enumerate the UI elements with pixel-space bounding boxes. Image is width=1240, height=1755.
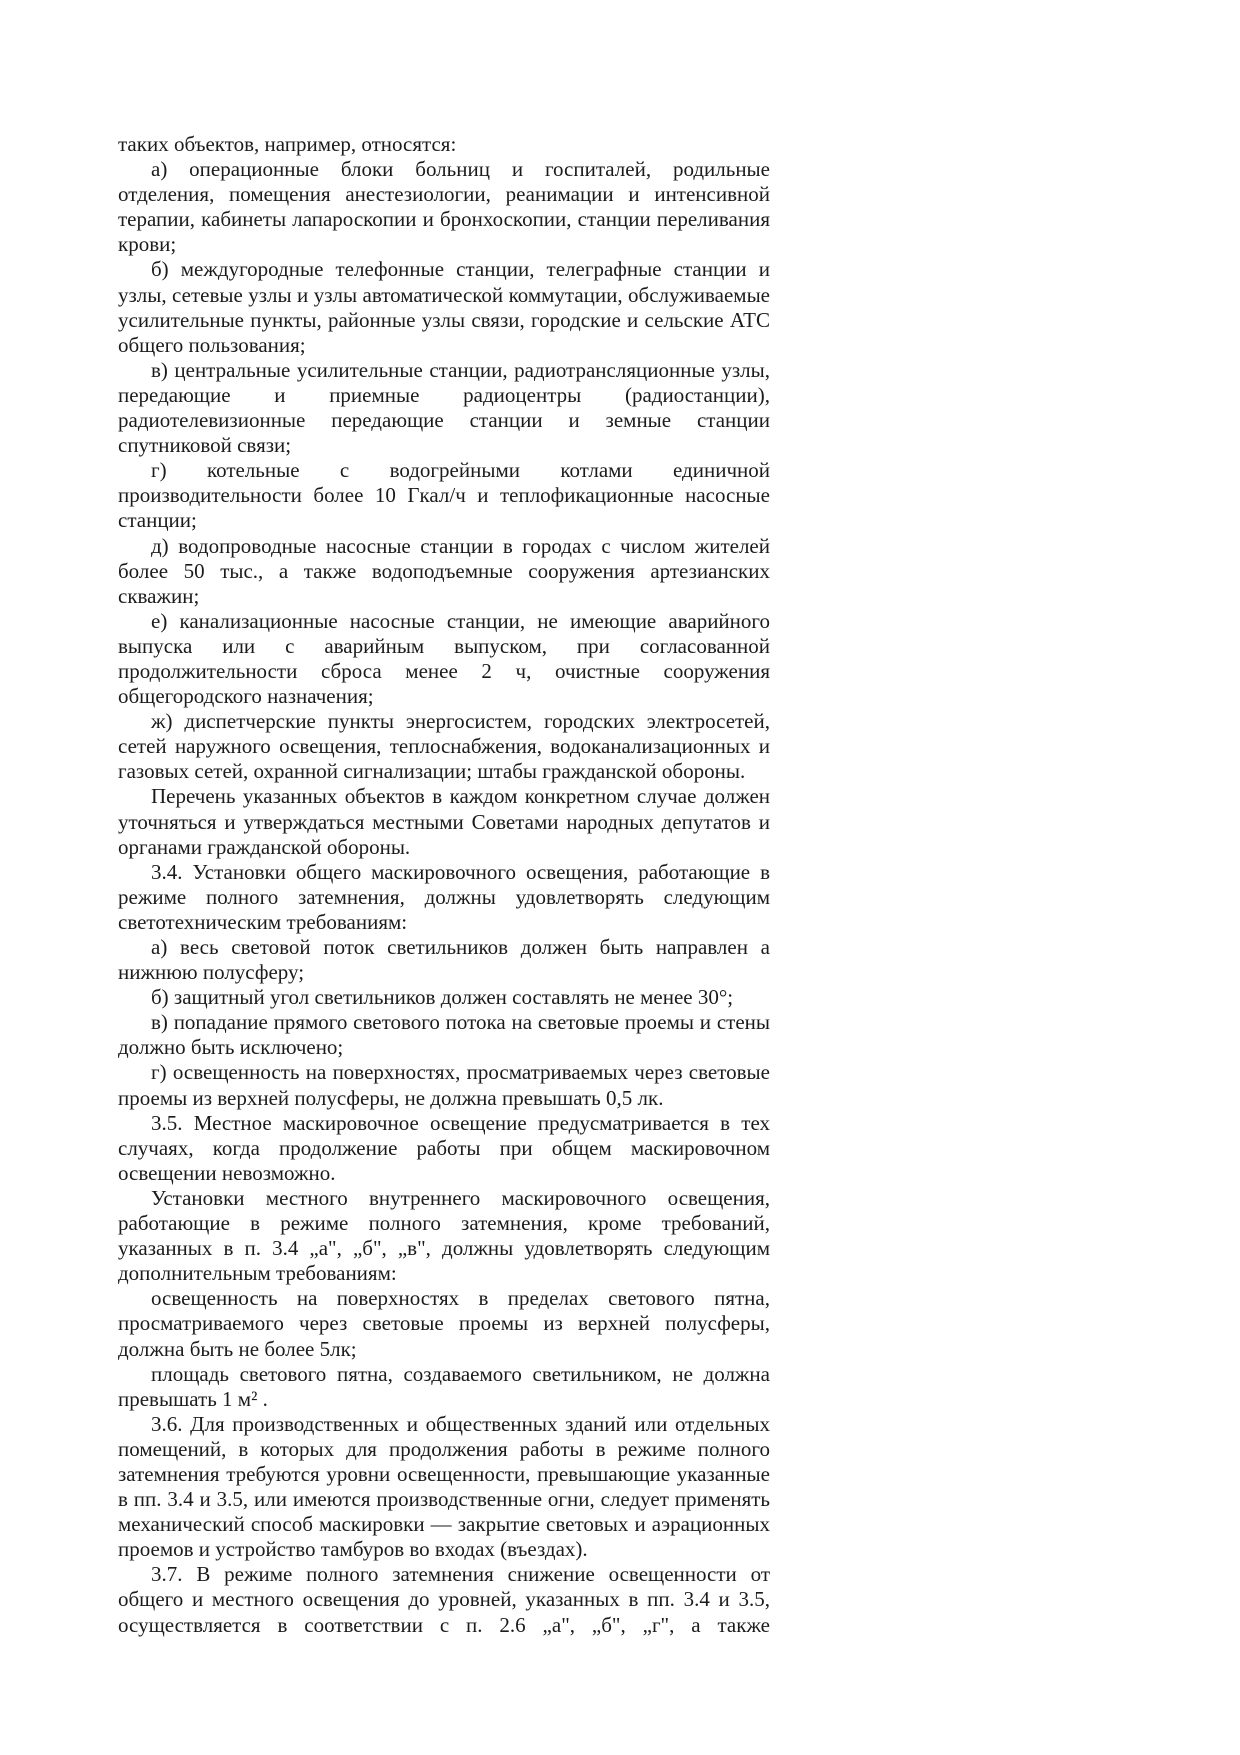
paragraph: е) канализационные насосные станции, не имеющие аварийного выпуска или с аварийным выпуском, при согласованной продолжительности сброса менее 2 ч, очистные сооружения общегородского назначения; bbox=[118, 608, 770, 709]
paragraph: в) попадание прямого светового потока на световые проемы и стены должно быть исключено; bbox=[118, 1010, 770, 1060]
paragraph: освещенность на поверхностях в пределах светового пятна, просматриваемого через световые проемы из верхней полусферы, должна быть не более 5лк; bbox=[118, 1286, 770, 1361]
paragraph: ж) диспетчерские пункты энергосистем, городских электросетей, сетей наружного освещения, теплоснабжения, водоканализационных и газовых сетей, охранной сигнализации; штабы гражданской обороны. bbox=[118, 709, 770, 784]
paragraph: площадь светового пятна, создаваемого светильником, не должна превышать 1 м² . bbox=[118, 1361, 770, 1411]
paragraph: 3.4. Установки общего маскировочного освещения, работающие в режиме полного затемнения, должны удовлетворять следующим светотехническим требованиям: bbox=[118, 859, 770, 934]
paragraph: в) центральные усилительные станции, радиотрансляционные узлы, передающие и приемные радиоцентры (радиостанции), радиотелевизионные передающие станции и земные станции спутниковой связи; bbox=[118, 357, 770, 458]
paragraph: 3.7. В режиме полного затемнения снижение освещенности от общего и местного освещения до уровней, указанных в пп. 3.4 и 3.5, осуществляется в соответствии с п. 2.6 „а", „б", „г", а также bbox=[118, 1562, 770, 1637]
paragraph: Перечень указанных объектов в каждом конкретном случае должен уточняться и утверждаться местными Советами народных депутатов и органами гражданской обороны. bbox=[118, 784, 770, 859]
paragraph: Установки местного внутреннего маскировочного освещения, работающие в режиме полного затемнения, кроме требований, указанных в п. 3.4 „а", „б", „в", должны удовлетворять следующим дополнительным требованиям: bbox=[118, 1185, 770, 1286]
paragraph: а) операционные блоки больниц и госпиталей, родильные отделения, помещения анестезиологии, реанимации и интенсивной терапии, кабинеты лапароскопии и бронхоскопии, станции переливания крови; bbox=[118, 157, 770, 257]
paragraph: 3.5. Местное маскировочное освещение предусматривается в тех случаях, когда продолжение работы при общем маскировочном освещении невозможно. bbox=[118, 1110, 770, 1185]
paragraph: б) защитный угол светильников должен составлять не менее 30°; bbox=[151, 985, 734, 1010]
paragraph: 3.6. Для производственных и общественных зданий или отдельных помещений, в которых для продолжения работы в режиме полного затемнения требуются уровни освещенности, превышающие указанные в пп. 3.4 и 3.5, или имеются производственные огни, следует применять механический способ маскировки — закрытие световых и аэрационных проемов и устройство тамбуров во входах (въездах). bbox=[118, 1411, 770, 1562]
paragraph: д) водопроводные насосные станции в городах с числом жителей более 50 тыс., а также водоподъемные сооружения артезианских скважин; bbox=[118, 533, 770, 608]
paragraph: г) котельные с водогрейными котлами единичной производительности более 10 Гкал/ч и теплофикационные насосные станции; bbox=[118, 458, 770, 533]
paragraph: г) освещенность на поверхностях, просматриваемых через световые проемы из верхней полусферы, не должна превышать 0,5 лк. bbox=[118, 1060, 770, 1110]
paragraph: б) междугородные телефонные станции, телеграфные станции и узлы, сетевые узлы и узлы автоматической коммутации, обслуживаемые усилительные пункты, районные узлы связи, городские и сельские АТС общего пользования; bbox=[118, 257, 770, 357]
document-page bbox=[118, 132, 770, 1638]
paragraph: таких объектов, например, относятся: bbox=[118, 132, 457, 156]
paragraph: а) весь световой поток светильников должен быть направлен а нижнюю полусферу; bbox=[118, 935, 770, 985]
